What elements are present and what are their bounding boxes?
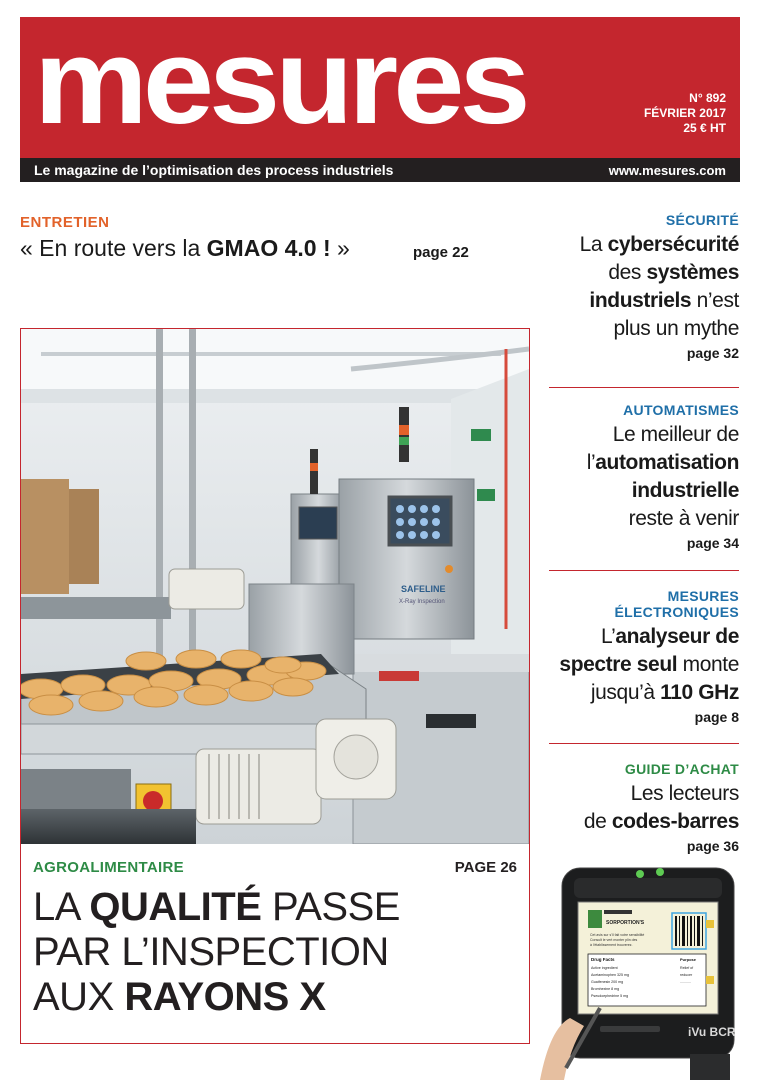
sidebar-title: Le meilleur de l’automatisation industrielle reste à venir [586, 423, 739, 530]
machine-sub-label: X-Ray Inspection [399, 599, 445, 605]
sidebar-title: Les lecteurs de codes-barres [583, 782, 739, 833]
screen-title: SORPORTION'S [606, 920, 645, 926]
sidebar-title: La cybersécurité des systèmes industriels n’est plus un mythe [579, 233, 739, 340]
sidebar-page: page 32 [686, 345, 739, 361]
tagline-bar [20, 158, 740, 182]
table-header: Drug Facts [591, 957, 615, 962]
sidebar-title: L’analyseur de spectre seul monte jusqu’à 110 GHz [559, 625, 739, 704]
masthead [20, 13, 740, 158]
table-cell: Bromhexine 8 mg [591, 987, 620, 991]
machine-brand-label: SAFELINE [401, 584, 446, 594]
magazine-logo: mesures [34, 13, 526, 150]
interview-title[interactable] [20, 235, 350, 262]
sidebar-divider [549, 743, 739, 744]
table-cell: Pseudoephedrine 5 mg [591, 994, 629, 998]
sidebar-item-automatismes[interactable] [549, 402, 739, 551]
table-cell: Acetaminophen 325 mg [591, 973, 629, 977]
sidebar-item-securite[interactable] [549, 212, 739, 361]
sidebar-item-mesures-electroniques[interactable] [549, 588, 739, 725]
story-page: PAGE 26 [454, 859, 517, 876]
issue-price: 25 € HT [683, 121, 726, 135]
issue-number: N° 892 [689, 91, 726, 105]
screen-line: à l'établissement trouverez. [590, 943, 633, 947]
sidebar-divider [549, 570, 739, 571]
table-cell: Guaifenesin 200 mg [591, 980, 624, 984]
barcode-reader-image [540, 858, 750, 1080]
table-header: Purpose [680, 957, 697, 962]
factory-photo [21, 329, 529, 844]
sidebar-kicker: MESURES ÉLECTRONIQUES [614, 588, 739, 620]
device-brand: iVu BCR [688, 1025, 736, 1039]
table-cell: Relief of [680, 966, 694, 970]
interview-title-suffix: » [330, 235, 350, 261]
table-cell: reducer [680, 973, 693, 977]
sidebar-divider [549, 387, 739, 388]
table-cell: ........... [680, 980, 691, 984]
interview-title-prefix: « En route vers la [20, 235, 207, 261]
sidebar-kicker: AUTOMATISMES [623, 402, 739, 418]
sidebar-kicker: SÉCURITÉ [665, 212, 739, 228]
interview-kicker: ENTRETIEN [20, 214, 110, 231]
website-link[interactable]: www.mesures.com [608, 163, 726, 178]
screen-line: Cet avis sur s'Il fait votre sensibilité [590, 933, 645, 937]
interview-title-bold: GMAO 4.0 ! [206, 235, 331, 261]
sidebar-page: page 8 [694, 709, 739, 725]
issue-date: FÉVRIER 2017 [643, 106, 726, 120]
story-kicker: AGROALIMENTAIRE [33, 859, 184, 876]
sidebar-page: page 34 [686, 535, 739, 551]
main-story[interactable] [20, 328, 530, 1044]
sidebar-page: page 36 [686, 838, 739, 854]
sidebar-kicker: GUIDE D’ACHAT [624, 761, 739, 777]
table-cell: Active ingredient [591, 966, 618, 970]
screen-line: Consult le vert monter plin des [590, 938, 638, 942]
interview-page: page 22 [413, 244, 469, 261]
issue-info [644, 91, 726, 136]
sidebar-item-guide-achat[interactable] [549, 761, 739, 854]
story-title: LA QUALITÉ PASSE PAR L’INSPECTION AUX RAYONS X [33, 885, 400, 1019]
tagline: Le magazine de l’optimisation des process industriels [34, 162, 394, 178]
